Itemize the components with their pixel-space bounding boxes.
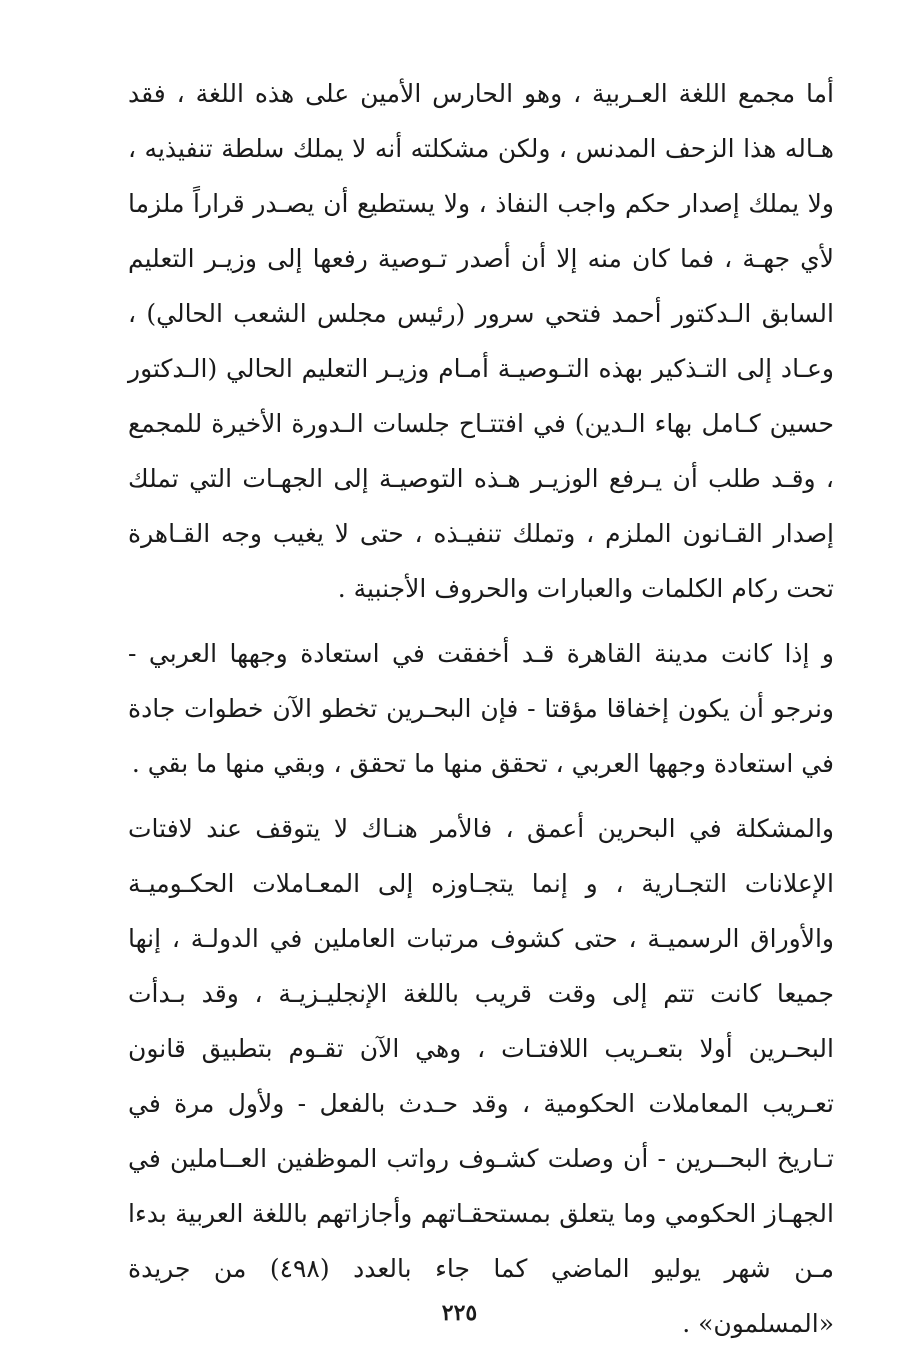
body-text: [128, 66, 834, 1351]
paragraph-1: أما مجمع اللغة العـربية ، وهو الحارس الأمين على هذه اللغة ، فقد هـاله هذا الزحف المدنس ، ولكن مشكلته أنه لا يملك سلطة تنفيذيه ، ولا يملك إصدار حكم واجب النفاذ ، ولا يستطيع أن يصـدر قراراً ملزما لأي جهـة ، فما كان منه إلا أن أصدر تـوصية رفعها إلى وزيـر التعليم السابق الـدكتور أحمد فتحي سرور (رئيس مجلس الشعب الحالي) ، وعـاد إلى التـذكير بهذه التـوصيـة أمـام وزيـر التعليم الحالي (الـدكتور حسين كـامل بهاء الـدين) في افتتـاح جلسات الـدورة الأخيرة للمجمع ، وقـد طلب أن يـرفع الوزيـر هـذه التوصيـة إلى الجهـات التي تملك إصدار القـانون الملزم ، وتملك تنفيـذه ، حتى لا يغيب وجه القـاهرة تحت ركام الكلمات والعبارات والحروف الأجنبية .: [128, 79, 834, 603]
paragraph-2: و إذا كانت مدينة القاهرة قـد أخفقت في استعادة وجهها العربي - ونرجو أن يكون إخفاقا مؤقتا - فإن البحـرين تخطو الآن خطوات جادة في استعادة وجهها العربي ، تحقق منها ما تحقق ، وبقي منها ما بقي .: [128, 639, 834, 778]
page-number: ٢٢٥: [441, 1300, 478, 1326]
paragraph-3: والمشكلة في البحرين أعمق ، فالأمر هنـاك لا يتوقف عند لافتات الإعلانات التجـارية ، و إنما يتجـاوزه إلى المعـاملات الحكـوميـة والأوراق الرسميـة ، حتى كشوف مرتبات العاملين في الدولـة ، إنها جميعا كانت تتم إلى وقت قريب باللغة الإنجليـزيـة ، وقد بـدأت البحـرين أولا بتعـريب اللافتـات ، وهي الآن تقـوم بتطبيق قانون تعـريب المعاملات الحكومية ، وقد حـدث بالفعل - ولأول مرة في تـاريخ البحــرين - أن وصلت كشـوف رواتب الموظفين العــاملين في الجهـاز الحكومي وما يتعلق بمستحقـاتهم وأجازاتهم باللغة العربية بدءا مـن شهر يوليو الماضي كما جاء بالعدد (٤٩٨) من جريدة «المسلمون» .: [128, 814, 834, 1338]
